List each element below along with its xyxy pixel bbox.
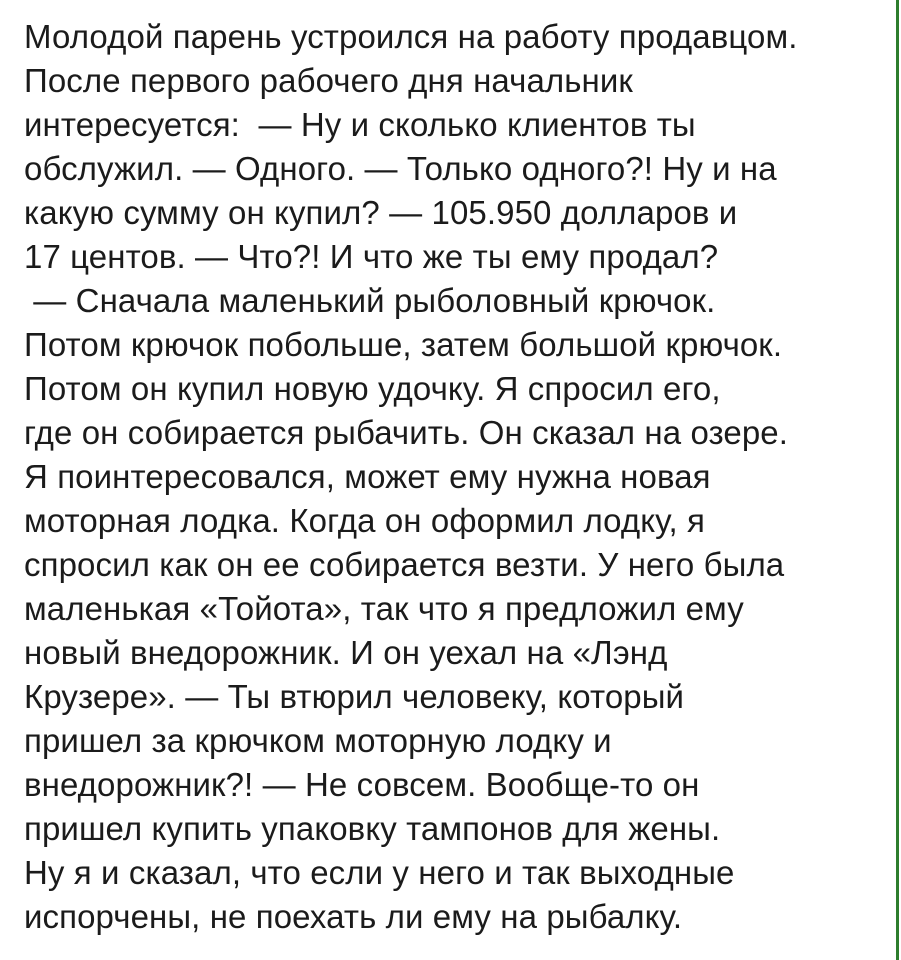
text-line: спросил как он ее собирается везти. У него была [24, 546, 785, 583]
text-line: Потом он купил новую удочку. Я спросил его, [24, 370, 721, 407]
text-line: пришел купить упаковку тампонов для жены. [24, 810, 721, 847]
text-line: испорчены, не поехать ли ему на рыбалку. [24, 898, 683, 935]
text-line: внедорожник?! — Не совсем. Вообще-то он [24, 766, 700, 803]
joke-text [24, 15, 871, 939]
text-line: Крузере». — Ты втюрил человеку, который [24, 678, 685, 715]
text-line: обслужил. — Одного. — Только одного?! Ну и на [24, 150, 777, 187]
text-line: — Сначала маленький рыболовный крючок. [24, 282, 716, 319]
text-line: пришел за крючком моторную лодку и [24, 722, 612, 759]
accent-border-line [896, 0, 899, 960]
text-line: новый внедорожник. И он уехал на «Лэнд [24, 634, 668, 671]
text-line: Я поинтересовался, может ему нужна новая [24, 458, 711, 495]
text-line: где он собирается рыбачить. Он сказал на озере. [24, 414, 789, 451]
text-line: Ну я и сказал, что если у него и так выходные [24, 854, 735, 891]
text-line: какую сумму он купил? — 105.950 долларов и [24, 194, 738, 231]
text-line: Потом крючок побольше, затем большой крючок. [24, 326, 783, 363]
text-line: моторная лодка. Когда он оформил лодку, я [24, 502, 705, 539]
text-line: Молодой парень устроился на работу продавцом. [24, 18, 798, 55]
text-line: маленькая «Тойота», так что я предложил ему [24, 590, 744, 627]
text-line: 17 центов. — Что?! И что же ты ему продал? [24, 238, 719, 275]
text-line: интересуется: — Ну и сколько клиентов ты [24, 106, 696, 143]
text-line: После первого рабочего дня начальник [24, 62, 633, 99]
